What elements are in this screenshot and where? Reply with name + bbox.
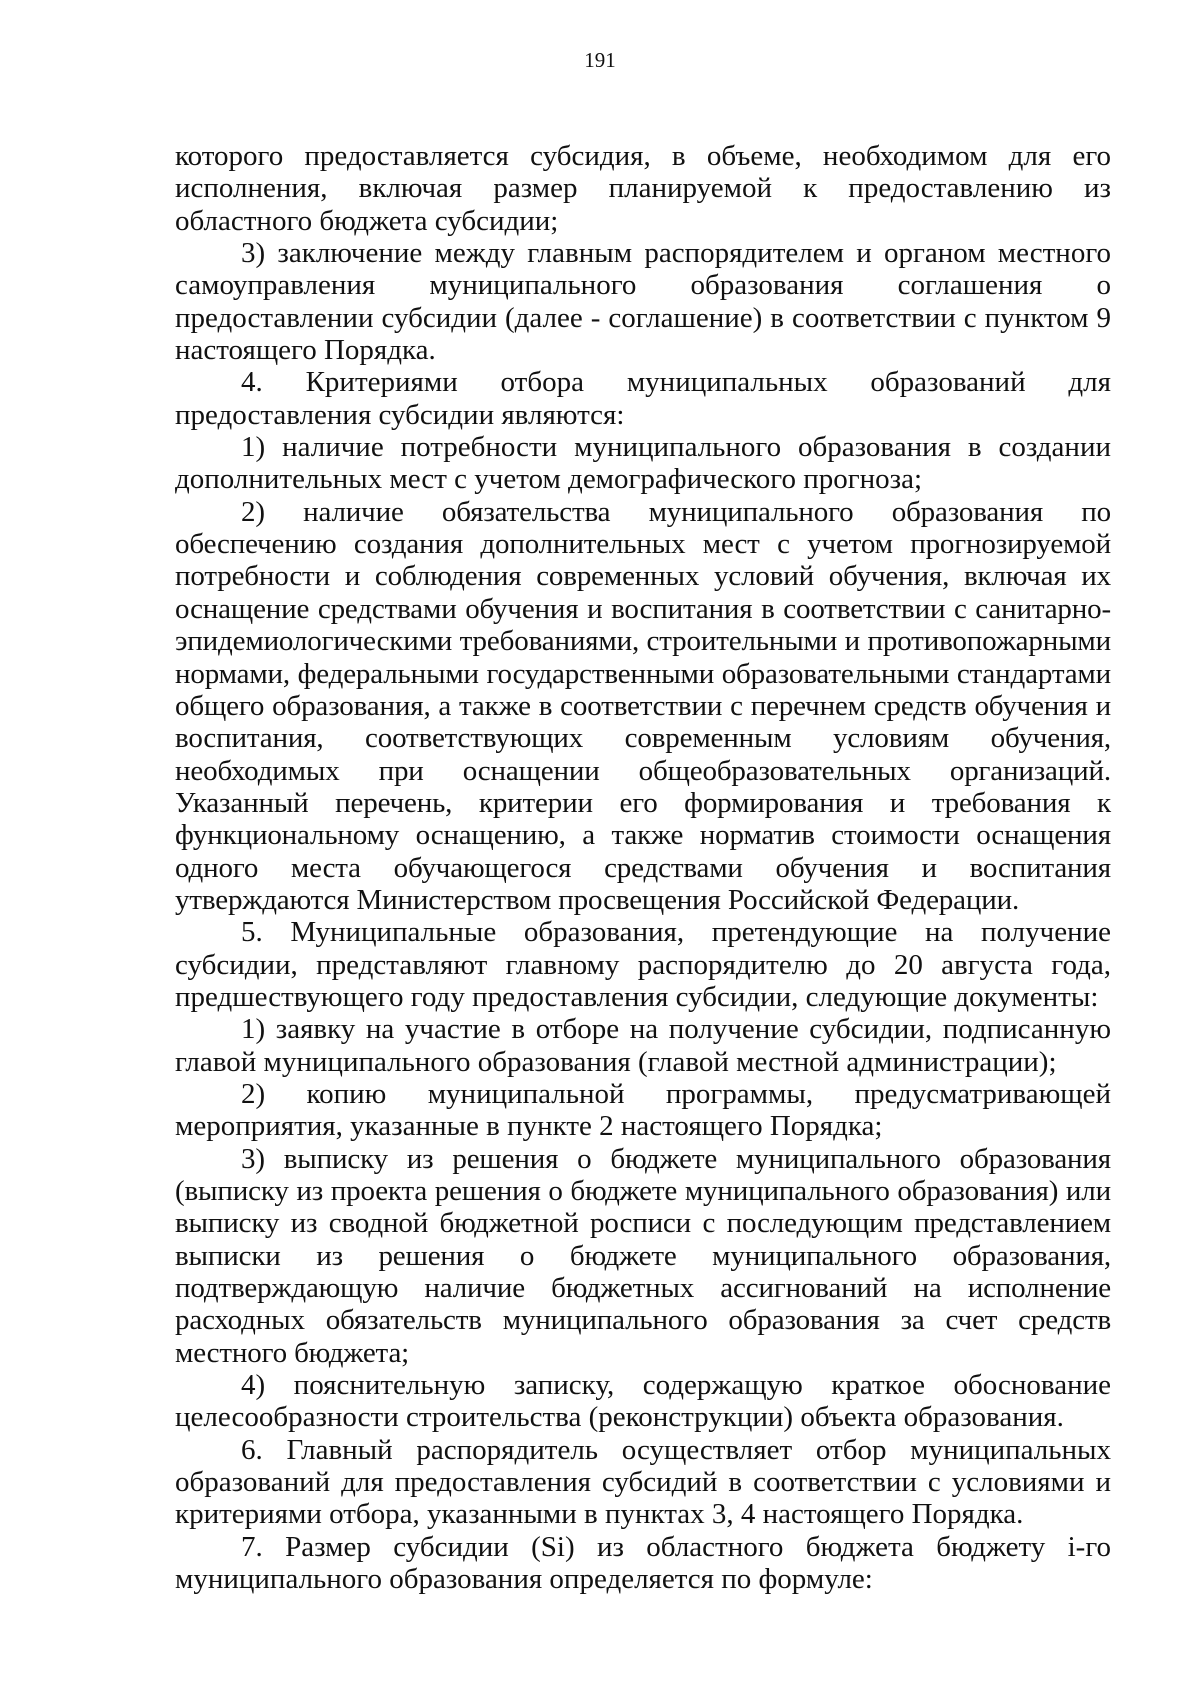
paragraph-criterion-1: 1) наличие потребности муниципального образования в создании дополнительных мест с учетом демографического прогноза; — [175, 431, 1111, 496]
paragraph-document-3: 3) выписку из решения о бюджете муниципального образования (выписку из проекта решения о бюджете муниципального образования) или выписку из сводной бюджетной росписи с последующим представлением выписки из решения о бюджете муниципального образования, подтверждающую наличие бюджетных ассигнований на исполнение расходных обязательств муниципального образования за счет средств местного бюджета; — [175, 1142, 1111, 1369]
paragraph-document-1: 1) заявку на участие в отборе на получение субсидии, подписанную главой муниципального образования (главой местной администрации); — [175, 1013, 1111, 1078]
paragraph-item-3-agreement: 3) заключение между главным распорядителем и органом местного самоуправления муниципального образования соглашения о предоставлении субсидии (далее - соглашение) в соответствии с пунктом 9 настоящего Порядка. — [175, 237, 1111, 367]
paragraph-document-4: 4) пояснительную записку, содержащую краткое обоснование целесообразности строительства (реконструкции) объекта образования. — [175, 1369, 1111, 1434]
paragraph-document-2: 2) копию муниципальной программы, предусматривающей мероприятия, указанные в пункте 2 настоящего Порядка; — [175, 1077, 1111, 1143]
paragraph-section-6: 6. Главный распорядитель осуществляет отбор муниципальных образований для предоставления субсидий в соответствии с условиями и критериями отбора, указанными в пунктах 3, 4 настоящего Порядка. — [175, 1433, 1111, 1531]
document-body — [175, 140, 1111, 1595]
paragraph-section-5: 5. Муниципальные образования, претендующие на получение субсидии, представляют главному распорядителю до 20 августа года, предшествующего году предоставления субсидии, следующие документы: — [175, 916, 1111, 1013]
paragraph-criterion-2: 2) наличие обязательства муниципального образования по обеспечению создания дополнительных мест с учетом прогнозируемой потребности и соблюдения современных условий обучения, включая их оснащение средствами обучения и воспитания в соответствии с санитарно-эпидемиологическими требованиями, строительными и противопожарными нормами, федеральными государственными образовательными стандартами общего образования, а также в соответствии с перечнем средств обучения и воспитания, соответствующих современным условиям обучения, необходимых при оснащении общеобразовательных организаций. Указанный перечень, критерии его формирования и требования к функциональному оснащению, а также норматив стоимости оснащения одного места обучающегося средствами обучения и воспитания утверждаются Министерством просвещения Российской Федерации. — [175, 495, 1111, 916]
paragraph-section-4-heading: 4. Критериями отбора муниципальных образований для предоставления субсидии являются: — [175, 366, 1111, 431]
page-number: 191 — [584, 48, 616, 72]
paragraph-continuation: которого предоставляется субсидия, в объеме, необходимом для его исполнения, включая размер планируемой к предоставлению из областного бюджета субсидии; — [175, 140, 1111, 237]
paragraph-section-7: 7. Размер субсидии (Si) из областного бюджета бюджету i-го муниципального образования определяется по формуле: — [175, 1530, 1111, 1596]
